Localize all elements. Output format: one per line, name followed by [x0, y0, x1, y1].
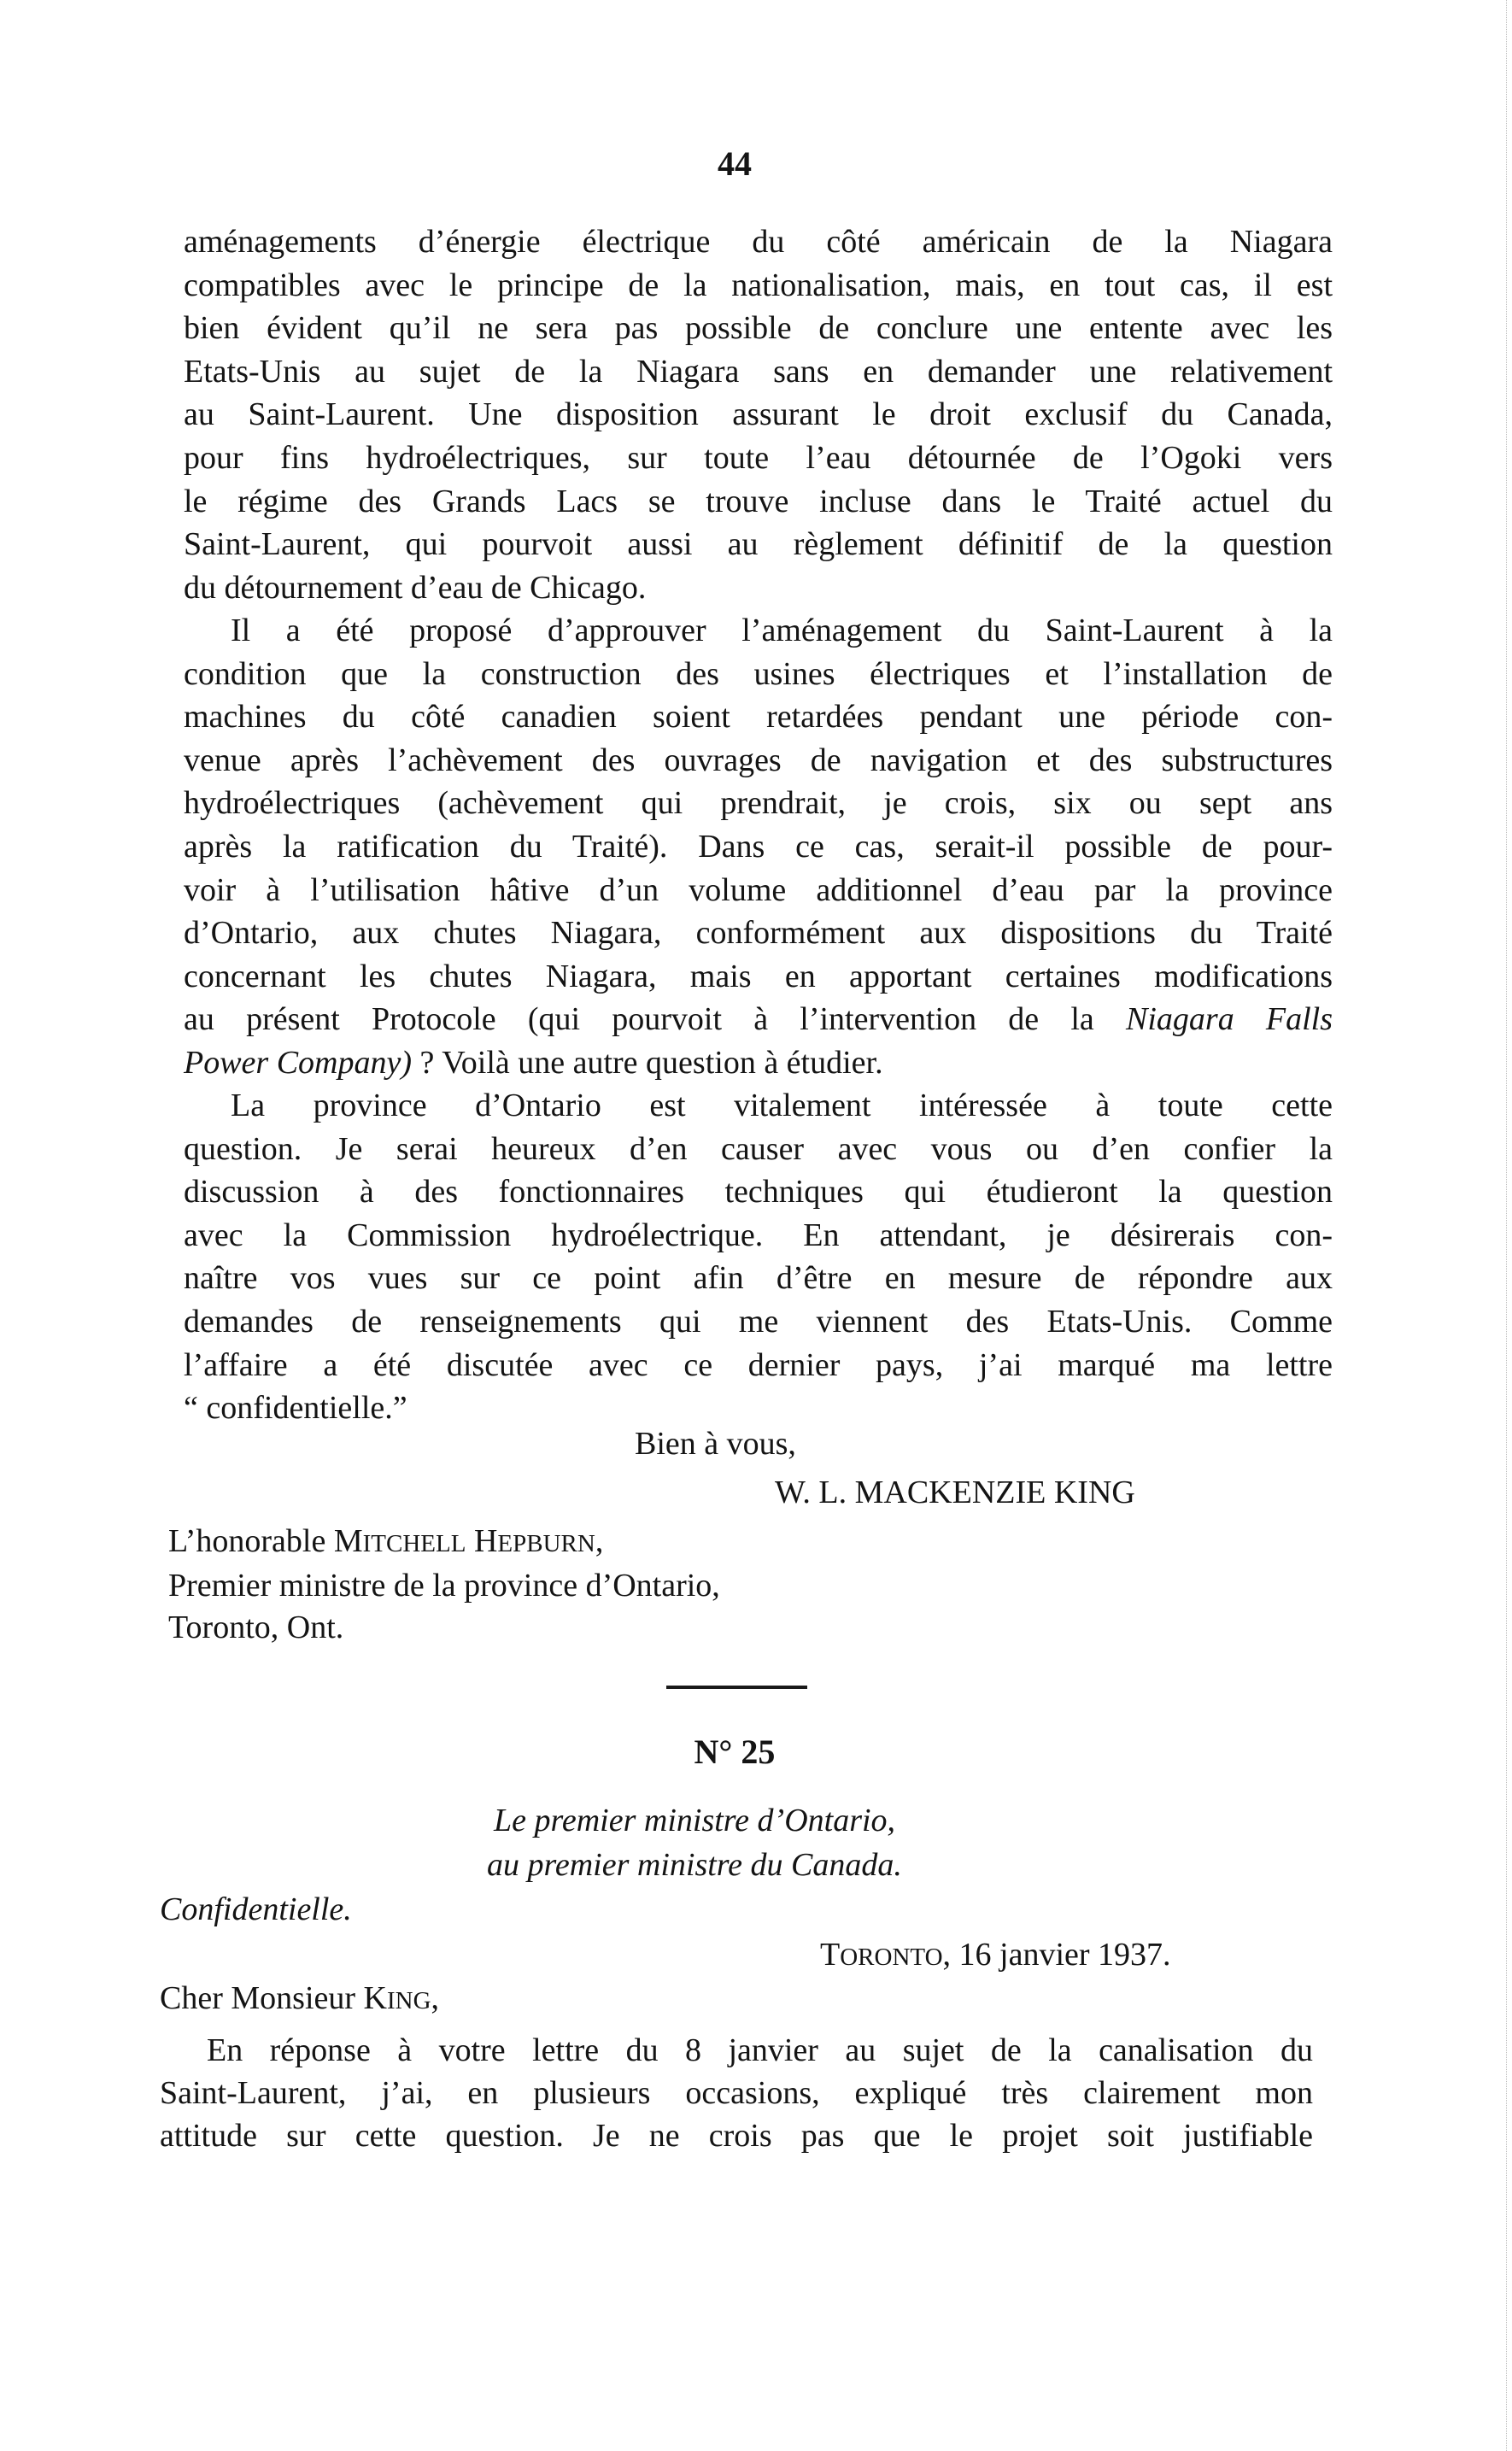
header-line: au premier ministre du Canada.	[487, 1847, 902, 1883]
paragraph-2	[184, 609, 1333, 1085]
closing: Bien à vous,	[635, 1426, 796, 1462]
addressee-name	[168, 1521, 720, 1565]
text-line: l’affaire a été discutée avec ce dernier pays, j’ai marqué ma lettre	[184, 1346, 1333, 1383]
letter-header	[487, 1798, 902, 1887]
small-caps-rest: ITCHELL	[362, 1530, 466, 1557]
letter-25-body	[160, 2029, 1313, 2157]
text-line: Il a été proposé d’approuver l’aménagement du Saint-Laurent à la	[231, 613, 1333, 648]
text-line: du détournement d’eau de Chicago.	[184, 569, 647, 606]
text-line: question. Je serai heureux d’en causer avec vous ou d’en confier la	[184, 1130, 1333, 1167]
text-line: bien évident qu’il ne sera pas possible de conclure une entente avec les	[184, 310, 1333, 347]
page-edge	[1506, 0, 1512, 2451]
text-line: concernant les chutes Niagara, mais en apportant certaines modifications	[184, 958, 1333, 994]
page-number: 44	[718, 144, 752, 183]
addressee-block	[168, 1521, 720, 1649]
text-line: au Saint-Laurent. Une disposition assurant le droit exclusif du Canada,	[184, 396, 1333, 433]
italic-company-name: Niagara Falls	[1126, 1001, 1333, 1038]
text-line: Etats-Unis au sujet de la Niagara sans en demander une relativement	[184, 353, 1333, 390]
text-line: le régime des Grands Lacs se trouve incluse dans le Traité actuel du	[184, 483, 1333, 519]
salutation-prefix: Cher Monsieur	[160, 1980, 364, 2016]
small-caps-rest: EPBURN	[497, 1530, 595, 1557]
small-caps-initial: T	[820, 1937, 841, 1973]
italic-company-name: Power Company)	[184, 1044, 413, 1081]
text-line: La province d’Ontario est vitalement intéressée à toute cette	[231, 1088, 1333, 1123]
small-caps-initial: M	[333, 1523, 363, 1559]
addressee-city: Toronto, Ont.	[168, 1610, 344, 1645]
small-caps-initial: K	[363, 1980, 387, 2016]
text-line: avec la Commission hydroélectrique. En attendant, je désirerais con-	[184, 1217, 1333, 1253]
punctuation: ,	[595, 1523, 604, 1559]
text-line: “ confidentielle.”	[184, 1390, 407, 1427]
text-line: voir à l’utilisation hâtive d’un volume additionnel d’eau par la province	[184, 871, 1333, 908]
text-line: machines du côté canadien soient retardées pendant une période con-	[184, 699, 1333, 736]
text-line: discussion à des fonctionnaires techniques qui étudieront la question	[184, 1174, 1333, 1211]
text-line	[184, 998, 1333, 1041]
paragraph-1	[184, 220, 1333, 609]
text-fragment: ? Voilà une autre question à étudier.	[419, 1044, 883, 1081]
dateline	[820, 1936, 1171, 1973]
salutation	[160, 1979, 439, 2017]
text-line: pour fins hydroélectriques, sur toute l’eau détournée de l’Ogoki vers	[184, 439, 1333, 476]
header-line: Le premier ministre d’Ontario,	[494, 1803, 896, 1838]
small-caps-rest: ING	[386, 1987, 431, 2014]
text-line: En réponse à votre lettre du 8 janvier au sujet de la canalisation du	[207, 2032, 1313, 2068]
text-line: après la ratification du Traité). Dans ce cas, serait-il possible de pour-	[184, 828, 1333, 865]
addressee-title: Premier ministre de la province d’Ontario,	[168, 1568, 720, 1604]
text-line	[184, 1041, 1333, 1085]
text-line: Saint-Laurent, qui pourvoit aussi au règlement définitif de la question	[184, 526, 1333, 563]
confidential-label: Confidentielle.	[160, 1891, 352, 1927]
signature: W. L. MACKENZIE KING	[775, 1475, 1135, 1510]
small-caps-initial: H	[473, 1523, 498, 1559]
text-line: venue après l’achèvement des ouvrages de navigation et des substructures	[184, 742, 1333, 778]
text-line: attitude sur cette question. Je ne crois pas que le projet soit justifiable	[160, 2118, 1313, 2154]
paragraph-3	[184, 1084, 1333, 1430]
text-line: aménagements d’énergie électrique du côté américain de la Niagara	[184, 224, 1333, 260]
text-line: demandes de renseignements qui me viennent des Etats-Unis. Comme	[184, 1303, 1333, 1340]
document-number: N° 25	[694, 1733, 776, 1771]
text-line: hydroélectriques (achèvement qui prendrait, je crois, six ou sept ans	[184, 785, 1333, 822]
section-divider	[666, 1686, 807, 1689]
punctuation: ,	[431, 1980, 440, 2016]
text-line: Saint-Laurent, j’ai, en plusieurs occasions, expliqué très clairement mon	[160, 2075, 1313, 2111]
small-caps-rest: ORONTO	[840, 1944, 943, 1971]
text-line: condition que la construction des usines électriques et l’installation de	[184, 655, 1333, 692]
date-text: , 16 janvier 1937.	[942, 1937, 1171, 1973]
text-line: compatibles avec le principe de la nationalisation, mais, en tout cas, il est	[184, 267, 1333, 303]
addressee-prefix: L’honorable	[168, 1523, 334, 1559]
text-line: naître vos vues sur ce point afin d’être en mesure de répondre aux	[184, 1260, 1333, 1297]
text-fragment: au présent Protocole (qui pourvoit à l’intervention de la	[184, 1001, 1126, 1038]
text-line: d’Ontario, aux chutes Niagara, conformément aux dispositions du Traité	[184, 915, 1333, 952]
